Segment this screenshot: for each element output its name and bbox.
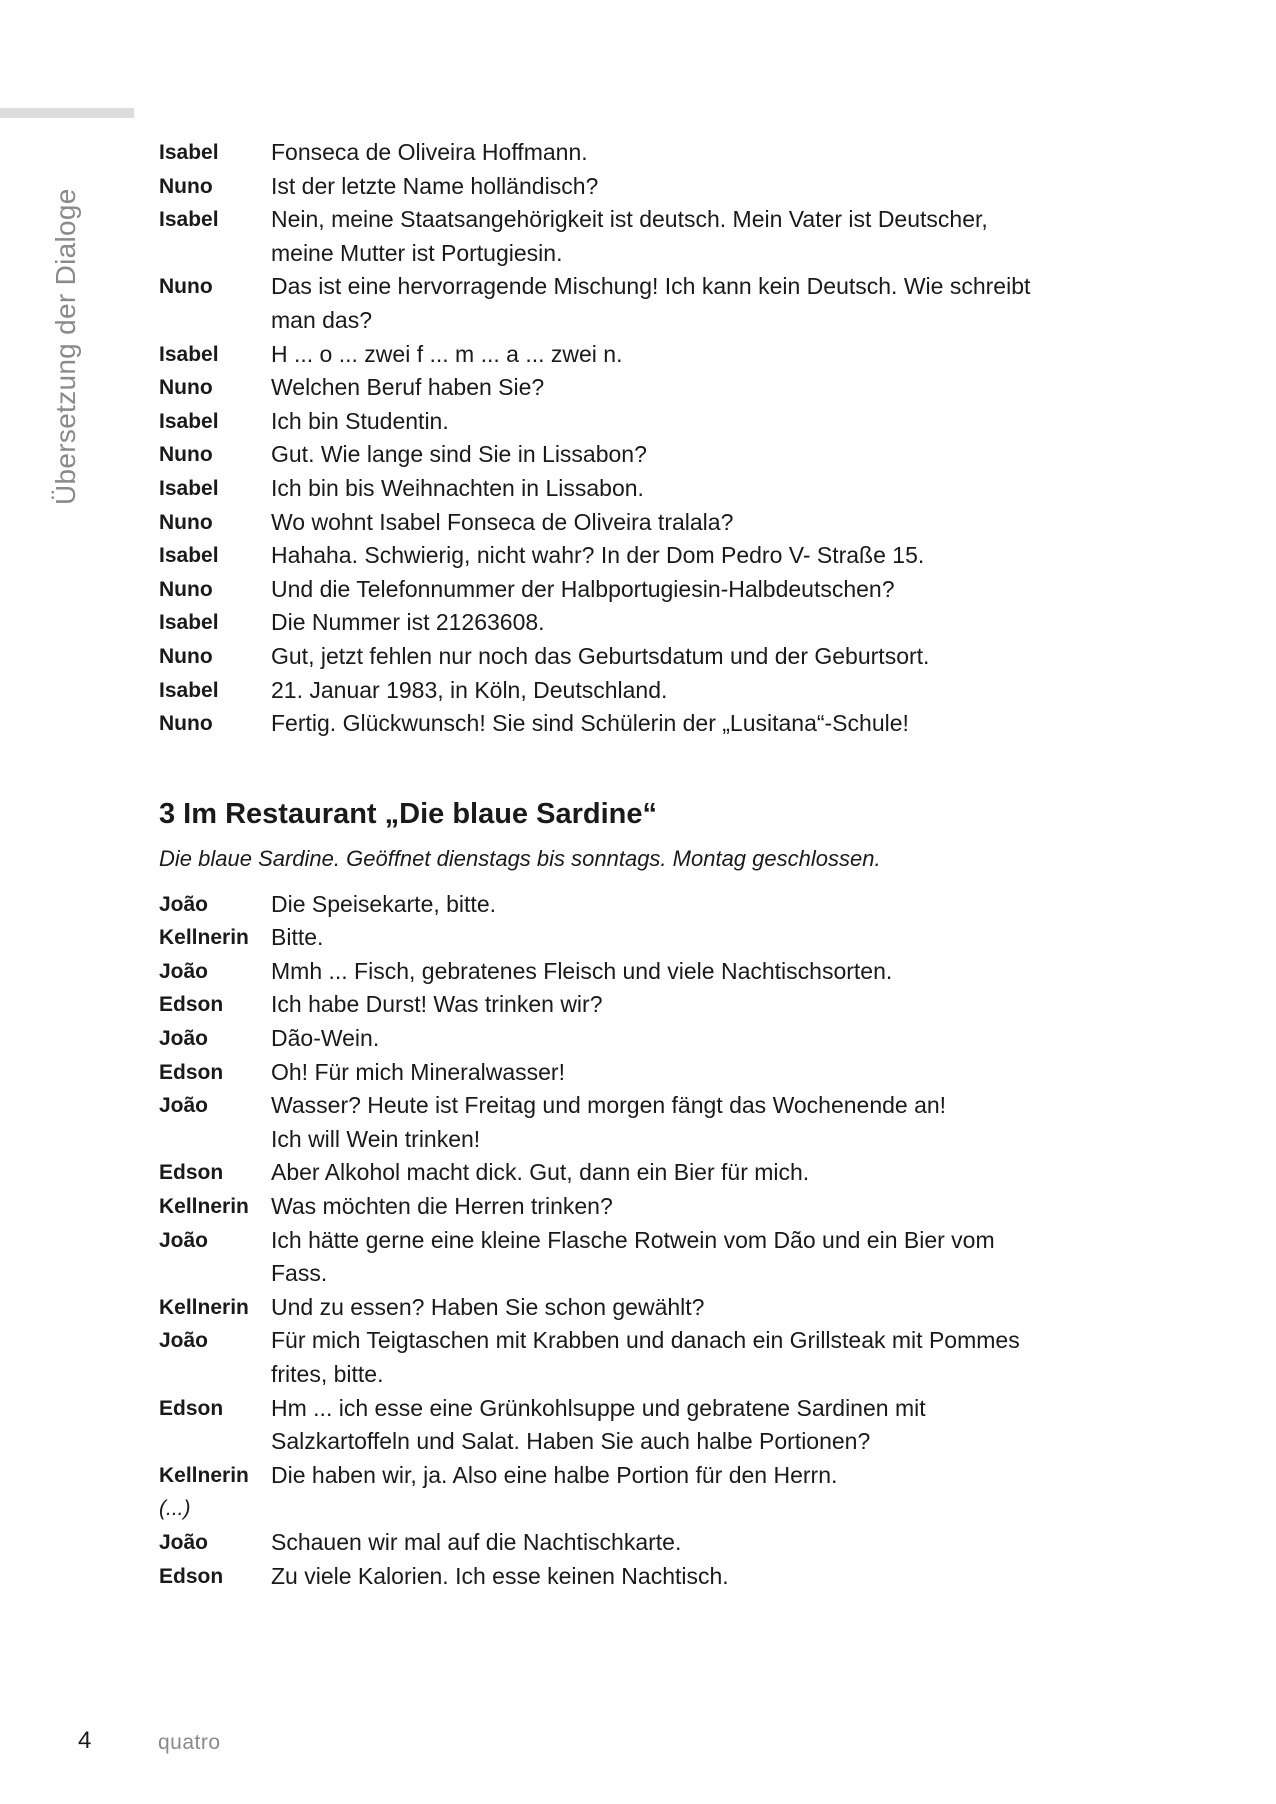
dialogue-line: Fertig. Glückwunsch! Sie sind Schülerin der „Lusitana“-Schule! [271, 710, 909, 737]
dialogue-row [159, 1291, 1119, 1325]
speaker-name: João [159, 1530, 209, 1554]
dialogue-row [159, 1056, 1119, 1090]
dialogue-line: Ist der letzte Name holländisch? [271, 172, 599, 199]
speaker-name: Edson [159, 1161, 224, 1185]
dialogue-row [159, 606, 1119, 640]
dialogue-row [159, 1022, 1119, 1056]
dialogue-line: Ich bin bis Weihnachten in Lissabon. [271, 474, 644, 501]
speaker-name: Kellnerin [159, 1295, 249, 1319]
dialogue-row [159, 1324, 1119, 1391]
dialogue-row [159, 955, 1119, 989]
speaker-name: (...) [159, 1497, 191, 1521]
dialogue-line: Wo wohnt Isabel Fonseca de Oliveira tralala? [271, 508, 734, 535]
dialogue-row [159, 203, 1119, 270]
dialogue-line: Für mich Teigtaschen mit Krabben und danach ein Grillsteak mit Pommes frites, bitte. [271, 1327, 1020, 1387]
dialogue-isabel-nuno [159, 136, 1119, 741]
speaker-name: Nuno [159, 443, 213, 467]
dialogue-row [159, 1526, 1119, 1560]
side-label-text: Übersetzung der Dialoge [50, 188, 81, 505]
dialogue-row [159, 573, 1119, 607]
dialogue-row [159, 170, 1119, 204]
dialogue-line: Ich habe Durst! Was trinken wir? [271, 991, 603, 1018]
dialogue-row [159, 1459, 1119, 1493]
speaker-name: Isabel [159, 208, 219, 232]
speaker-name: Kellnerin [159, 1463, 249, 1487]
dialogue-line: Die haben wir, ja. Also eine halbe Portion für den Herrn. [271, 1461, 838, 1488]
dialogue-row [159, 371, 1119, 405]
dialogue-row [159, 1089, 1119, 1156]
dialogue-row [159, 136, 1119, 170]
dialogue-row [159, 921, 1119, 955]
dialogue-line: Nein, meine Staatsangehörigkeit ist deutsch. Mein Vater ist Deutscher, meine Mutter ist Portugiesin. [271, 206, 988, 266]
dialogue-row [159, 1392, 1119, 1459]
speaker-name: Nuno [159, 510, 213, 534]
speaker-name: Edson [159, 1564, 224, 1588]
dialogue-line: Die Nummer ist 21263608. [271, 609, 545, 636]
dialogue-line: Ich bin Studentin. [271, 407, 449, 434]
dialogue-row [159, 640, 1119, 674]
dialogue-row [159, 1492, 1119, 1526]
dialogue-row [159, 270, 1119, 337]
speaker-name: Kellnerin [159, 926, 249, 950]
dialogue-line: H ... o ... zwei f ... m ... a ... zwei n. [271, 340, 623, 367]
dialogue-line: Fonseca de Oliveira Hoffmann. [271, 139, 588, 165]
speaker-name: Nuno [159, 174, 213, 198]
speaker-name: Isabel [159, 342, 219, 366]
dialogue-line: Gut. Wie lange sind Sie in Lissabon? [271, 441, 647, 468]
dialogue-line: Zu viele Kalorien. Ich esse keinen Nachtisch. [271, 1562, 729, 1589]
dialogue-line: Und zu essen? Haben Sie schon gewählt? [271, 1293, 705, 1320]
dialogue-row [159, 707, 1119, 741]
dialogue-line: Die Speisekarte, bitte. [271, 890, 497, 917]
dialogue-line: Hahaha. Schwierig, nicht wahr? In der Dom Pedro V- Straße 15. [271, 542, 925, 569]
dialogue-line: Das ist eine hervorragende Mischung! Ich kann kein Deutsch. Wie schreibt man das? [271, 273, 1031, 333]
speaker-name: Edson [159, 1396, 224, 1420]
dialogue-restaurant [159, 888, 1119, 1593]
dialogue-row [159, 472, 1119, 506]
speaker-name: Nuno [159, 644, 213, 668]
speaker-name: João [159, 1329, 209, 1353]
speaker-name: Edson [159, 993, 224, 1017]
footer-brand: quatro [158, 1731, 221, 1754]
speaker-name: João [159, 1228, 209, 1252]
speaker-name: Isabel [159, 544, 219, 568]
dialogue-line: Ich hätte gerne eine kleine Flasche Rotwein vom Dão und ein Bier vom Fass. [271, 1226, 995, 1287]
speaker-name: Isabel [159, 611, 219, 635]
dialogue-row [159, 888, 1119, 922]
page-content [159, 136, 1119, 1593]
dialogue-row [159, 1156, 1119, 1190]
speaker-name: Isabel [159, 141, 219, 164]
dialogue-row [159, 438, 1119, 472]
dialogue-line: Aber Alkohol macht dick. Gut, dann ein Bier für mich. [271, 1159, 810, 1186]
dialogue-row [159, 1224, 1119, 1291]
speaker-name: Nuno [159, 577, 213, 601]
speaker-name: João [159, 959, 209, 983]
speaker-name: Nuno [159, 712, 213, 736]
speaker-name: Kellnerin [159, 1195, 249, 1219]
speaker-name: Nuno [159, 275, 213, 299]
dialogue-row [159, 988, 1119, 1022]
speaker-name: João [159, 1094, 209, 1118]
dialogue-line: Was möchten die Herren trinken? [271, 1193, 613, 1220]
page-number: 4 [78, 1727, 92, 1754]
speaker-name: João [159, 1027, 209, 1051]
dialogue-line: Dão-Wein. [271, 1025, 380, 1052]
speaker-name: Isabel [159, 476, 219, 500]
side-section-label [50, 145, 90, 505]
dialogue-row [159, 674, 1119, 708]
dialogue-row [159, 1190, 1119, 1224]
dialogue-row [159, 506, 1119, 540]
dialogue-row [159, 405, 1119, 439]
section-subtitle: Die blaue Sardine. Geöffnet dienstags bis sonntags. Montag geschlossen. [159, 845, 881, 871]
dialogue-line: Gut, jetzt fehlen nur noch das Geburtsdatum und der Geburtsort. [271, 642, 930, 669]
dialogue-line: Schauen wir mal auf die Nachtischkarte. [271, 1528, 682, 1555]
dialogue-row [159, 1560, 1119, 1594]
dialogue-row [159, 338, 1119, 372]
speaker-name: Edson [159, 1060, 224, 1084]
dialogue-line: Mmh ... Fisch, gebratenes Fleisch und viele Nachtischsorten. [271, 957, 893, 984]
dialogue-line: Und die Telefonnummer der Halbportugiesin-Halbdeutschen? [271, 575, 895, 602]
dialogue-row [159, 539, 1119, 573]
section-title: 3 Im Restaurant „Die blaue Sardine“ [159, 797, 657, 830]
dialogue-line: Bitte. [271, 924, 324, 951]
dialogue-line: Wasser? Heute ist Freitag und morgen fängt das Wochenende an! Ich will Wein trinken! [271, 1092, 947, 1152]
dialogue-line: 21. Januar 1983, in Köln, Deutschland. [271, 676, 668, 703]
speaker-name: Isabel [159, 409, 219, 433]
dialogue-line: Hm ... ich esse eine Grünkohlsuppe und gebratene Sardinen mit Salzkartoffeln und Salat. Haben Sie auch halbe Portionen? [271, 1394, 926, 1455]
dialogue-line: Welchen Beruf haben Sie? [271, 374, 545, 401]
dialogue-line: Oh! Für mich Mineralwasser! [271, 1058, 565, 1085]
top-accent-bar [0, 108, 134, 118]
speaker-name: João [159, 892, 209, 916]
speaker-name: Isabel [159, 678, 219, 702]
speaker-name: Nuno [159, 376, 213, 400]
